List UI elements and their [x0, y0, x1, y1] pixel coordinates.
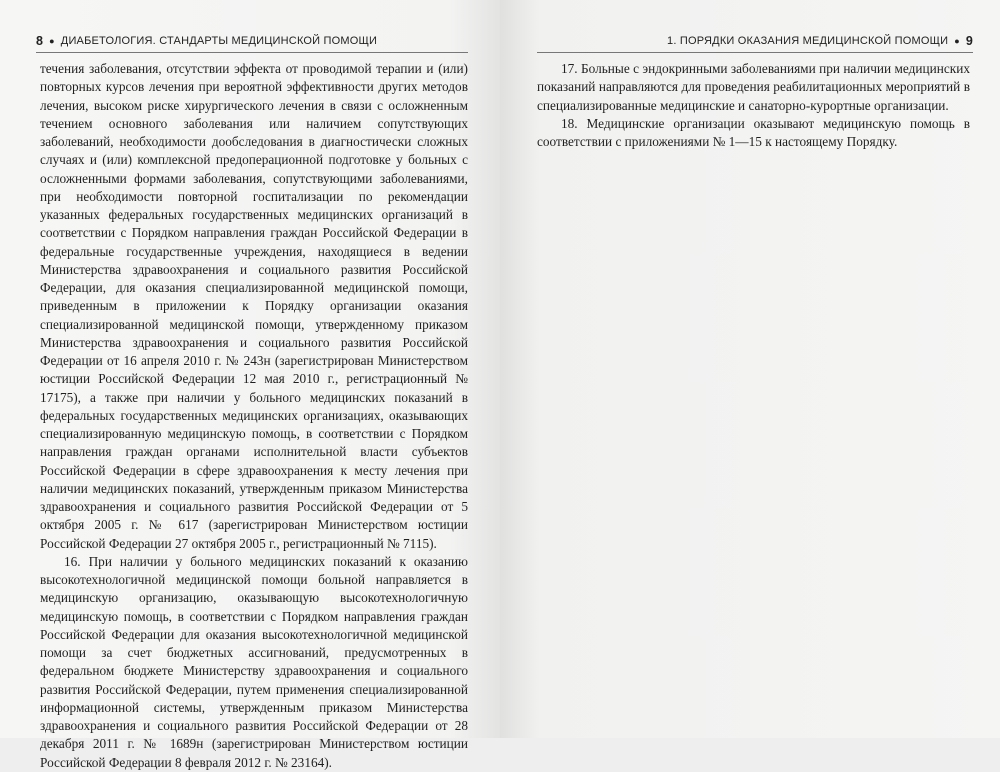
left-page-number: 8: [36, 34, 44, 48]
right-running-title: 1. ПОРЯДКИ ОКАЗАНИЯ МЕДИЦИНСКОЙ ПОМОЩИ: [667, 35, 949, 47]
bullet-separator: ●: [954, 36, 960, 46]
left-body-text: [40, 60, 468, 772]
left-page: [0, 0, 500, 770]
right-page-number: 9: [965, 34, 973, 48]
right-body-text: [537, 60, 970, 151]
right-running-head: [537, 30, 973, 53]
bullet-separator: ●: [49, 36, 55, 46]
paragraph-continued: течения заболевания, отсутствии эффекта от проводимой терапии и (или) повторных курсов лечения при вероятной эффективности других методов лечения, высоком риске хирургического лечения в связи с осложненным течением основного заболевания или наличием сопутствующих заболеваний, необходимости дообследования в диагностически сложных случаях и (или) комплексной предоперационной подготовке у больных с осложненными формами заболевания, сопутствующими заболеваниями, при необходимости повторной госпитализации по рекомендации указанных федеральных государственных медицинских организаций в соответствии с Порядком направления граждан Российской Федерации в федеральные государственные учреждения, находящиеся в ведении Министерства здравоохранения и социального развития Российской Федерации, для оказания специализированной медицинской помощи, приведенным в приложении к Порядку организации оказания специализированной медицинской помощи, утвержденному приказом Министерства здравоохранения и социального развития Российской Федерации от 16 апреля 2010 г. № 243н (зарегистрирован Министерством юстиции Российской Федерации 12 мая 2010 г., регистрационный № 17175), а также при наличии у больного медицинских показаний в федеральных государственных медицинских организациях, оказывающих специализированную медицинскую помощь, в соответствии с Порядком направления граждан органами исполнительной власти субъектов Российской Федерации в сфере здравоохранения к месту лечения при наличии медицинских показаний, утвержденным приказом Министерства здравоохранения и социального развития Российской Федерации от 5 октября 2005 г. № 617 (зарегистрирован Министерством юстиции Российской Федерации 27 октября 2005 г., регистрационный № 7115).: [40, 61, 468, 551]
paragraph-18: 18. Медицинские организации оказывают медицинскую помощь в соответствии с приложениями № 1—15 к настоящему Порядку.: [537, 115, 970, 149]
left-running-head: [36, 30, 468, 53]
paragraph-16: 16. При наличии у больного медицинских показаний к оказанию высокотехнологичной медицинской помощи больной направляется в медицинскую организацию, оказывающую высокотехнологичную медицинскую помощь, в соответствии с Порядком направления граждан Российской Федерации для оказания высокотехнологичной медицинской помощи за счет бюджетных ассигнований, предусмотренных в федеральном бюджете Министерству здравоохранения и социального развития Российской Федерации, путем применения специализированной информационной системы, утвержденным приказом Министерства здравоохранения и социального развития Российской Федерации от 28 декабря 2011 г. № 1689н (зарегистрирован Министерством юстиции Российской Федерации 8 февраля 2012 г. № 23164).: [40, 553, 468, 770]
right-page: [500, 0, 1000, 738]
left-running-title: ДИАБЕТОЛОГИЯ. СТАНДАРТЫ МЕДИЦИНСКОЙ ПОМОЩИ: [60, 35, 378, 47]
paragraph-17: 17. Больные с эндокринными заболеваниями при наличии медицинских показаний направляются для проведения реабилитационных мероприятий в специализированные медицинские и санаторно-курортные организации.: [537, 61, 970, 113]
